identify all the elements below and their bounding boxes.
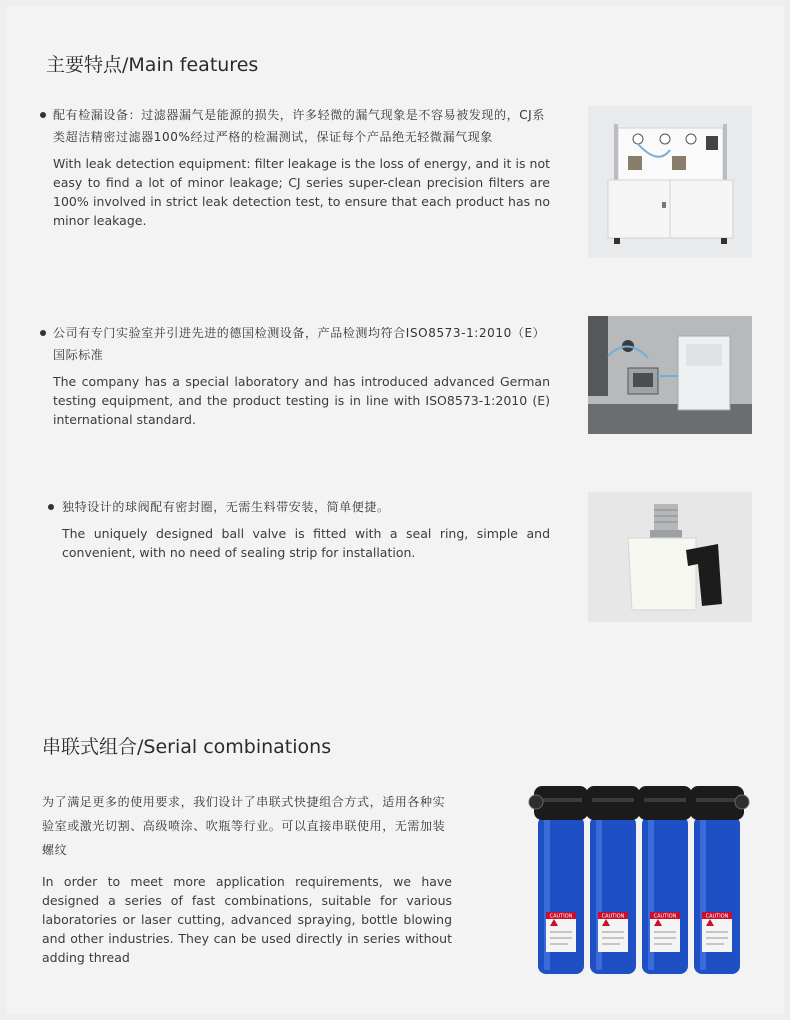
ball-valve-image — [588, 492, 752, 622]
bullet-icon — [40, 330, 46, 336]
main-features-title: 主要特点/Main features — [46, 54, 259, 76]
caution-label: CAUTION — [549, 913, 573, 920]
feature-en-text: With leak detection equipment: filter leakage is the loss of energy, and it is not easy to find a lot of minor leakage; CJ series super-clean precision filters are 100% involved in strict leak detection test, to ensure that each product has no minor leakage. — [53, 156, 550, 228]
feature-en-text: The company has a special laboratory and has introduced advanced German testing equipment, and the product testing is in line with ISO8573-1:2010 (E) international standard. — [53, 374, 550, 427]
bullet-icon — [40, 112, 46, 118]
lab-testing-equipment-image — [588, 316, 752, 434]
leak-test-equipment-image — [588, 106, 752, 258]
feature-cn-text: 独特设计的球阀配有密封圈，无需生料带安装，简单便捷。 — [62, 500, 390, 514]
filter-housing — [638, 786, 692, 974]
feature-ball-valve — [48, 496, 550, 562]
serial-en-text: In order to meet more application requirements, we have designed a series of fast combinations, suitable for various laboratories or laser cutting, advanced spraying, bottle blowing and other industries. They can be used directly in series without adding thread — [42, 874, 452, 965]
filter-housing — [586, 786, 640, 974]
inlet-port — [529, 795, 543, 809]
bullet-icon — [48, 504, 54, 510]
caution-label: CAUTION — [705, 913, 729, 920]
serial-cn-text: 为了满足更多的使用要求，我们设计了串联式快捷组合方式，适用各种实验室或激光切割、高级喷涂、吹瓶等行业。可以直接串联使用，无需加装螺纹 — [42, 795, 446, 857]
caution-label: CAUTION — [653, 913, 677, 920]
feature-cn-text: 配有检漏设备：过滤器漏气是能源的损失，许多轻微的漏气现象是不容易被发现的，CJ系类超洁精密过滤器100%经过严格的检漏测试，保证每个产品绝无轻微漏气现象 — [53, 108, 545, 144]
feature-leak-detection — [40, 104, 550, 230]
serial-combinations-title: 串联式组合/Serial combinations — [42, 736, 332, 758]
filter-housing — [690, 786, 744, 974]
outlet-port — [735, 795, 749, 809]
caution-label: CAUTION — [601, 913, 625, 920]
filter-housing — [534, 786, 588, 974]
feature-cn-text: 公司有专门实验室并引进先进的德国检测设备，产品检测均符合ISO8573-1:2010（E）国际标准 — [53, 326, 546, 362]
feature-en-text: The uniquely designed ball valve is fitted with a seal ring, simple and convenient, with no need of sealing strip for installation. — [62, 526, 550, 560]
serial-filters-image — [516, 776, 756, 976]
serial-combinations-description — [42, 790, 452, 967]
page — [6, 6, 784, 1014]
feature-laboratory — [40, 322, 550, 429]
